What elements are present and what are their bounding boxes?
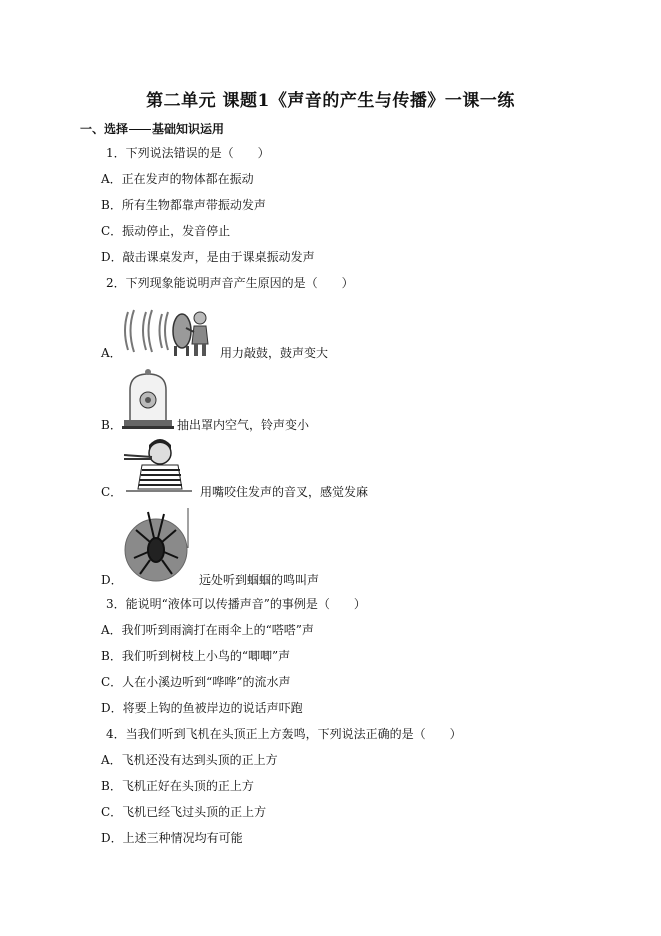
question-4-option-d: D．上述三种情况均有可能 — [101, 831, 243, 845]
drum-illustration — [120, 302, 216, 358]
question-2-option-c-caption: 用嘴咬住发声的音叉，感觉发麻 — [200, 485, 369, 499]
question-4-option-c: C．飞机已经飞过头顶的正上方 — [101, 805, 267, 819]
question-4-option-a: A．飞机还没有达到头顶的正上方 — [101, 753, 278, 767]
question-3-stem: 3．能说明“液体可以传播声音”的事例是（ ） — [106, 597, 366, 611]
question-2-option-b-caption: 抽出罩内空气，铃声变小 — [177, 418, 310, 432]
page-title: 第二单元 课题1《声音的产生与传播》一课一练 — [146, 91, 515, 111]
question-3-option-c: C．人在小溪边听到“哗哗”的流水声 — [101, 675, 291, 689]
blank-line — [129, 129, 151, 130]
question-2-option-c-letter: C． — [101, 485, 123, 499]
question-3-option-d: D．将要上钩的鱼被岸边的说话声吓跑 — [101, 701, 303, 715]
question-2-option-d-caption: 远处听到蝈蝈的鸣叫声 — [199, 573, 320, 587]
tuning-fork-illustration — [120, 437, 194, 495]
question-2-option-b-letter: B． — [101, 418, 122, 432]
question-1-option-b: B．所有生物都靠声带振动发声 — [101, 198, 266, 212]
katydid-illustration — [120, 508, 190, 586]
question-3-option-b: B．我们听到树枝上小鸟的“唧唧”声 — [101, 649, 291, 663]
question-2-option-a-caption: 用力敲鼓，鼓声变大 — [220, 346, 329, 360]
question-4-stem: 4．当我们听到飞机在头顶正上方轰鸣，下列说法正确的是（ ） — [106, 727, 462, 741]
question-2-option-a-letter: A． — [101, 346, 122, 360]
question-3-option-a: A．我们听到雨滴打在雨伞上的“嗒嗒”声 — [101, 623, 314, 637]
question-2-stem: 2．下列现象能说明声音产生原因的是（ ） — [106, 276, 354, 290]
question-1-option-c: C．振动停止，发音停止 — [101, 224, 231, 238]
section-heading: 一、选择 基础知识运用 — [80, 122, 225, 136]
bell-jar-illustration — [120, 368, 176, 430]
question-4-option-b: B．飞机正好在头顶的正上方 — [101, 779, 254, 793]
question-1-option-a: A．正在发声的物体都在振动 — [101, 172, 254, 186]
question-1-option-d: D．敲击课桌发声，是由于课桌振动发声 — [101, 250, 315, 264]
question-2-option-d-letter: D． — [101, 573, 123, 587]
question-1-stem: 1．下列说法错误的是（ ） — [106, 146, 270, 160]
